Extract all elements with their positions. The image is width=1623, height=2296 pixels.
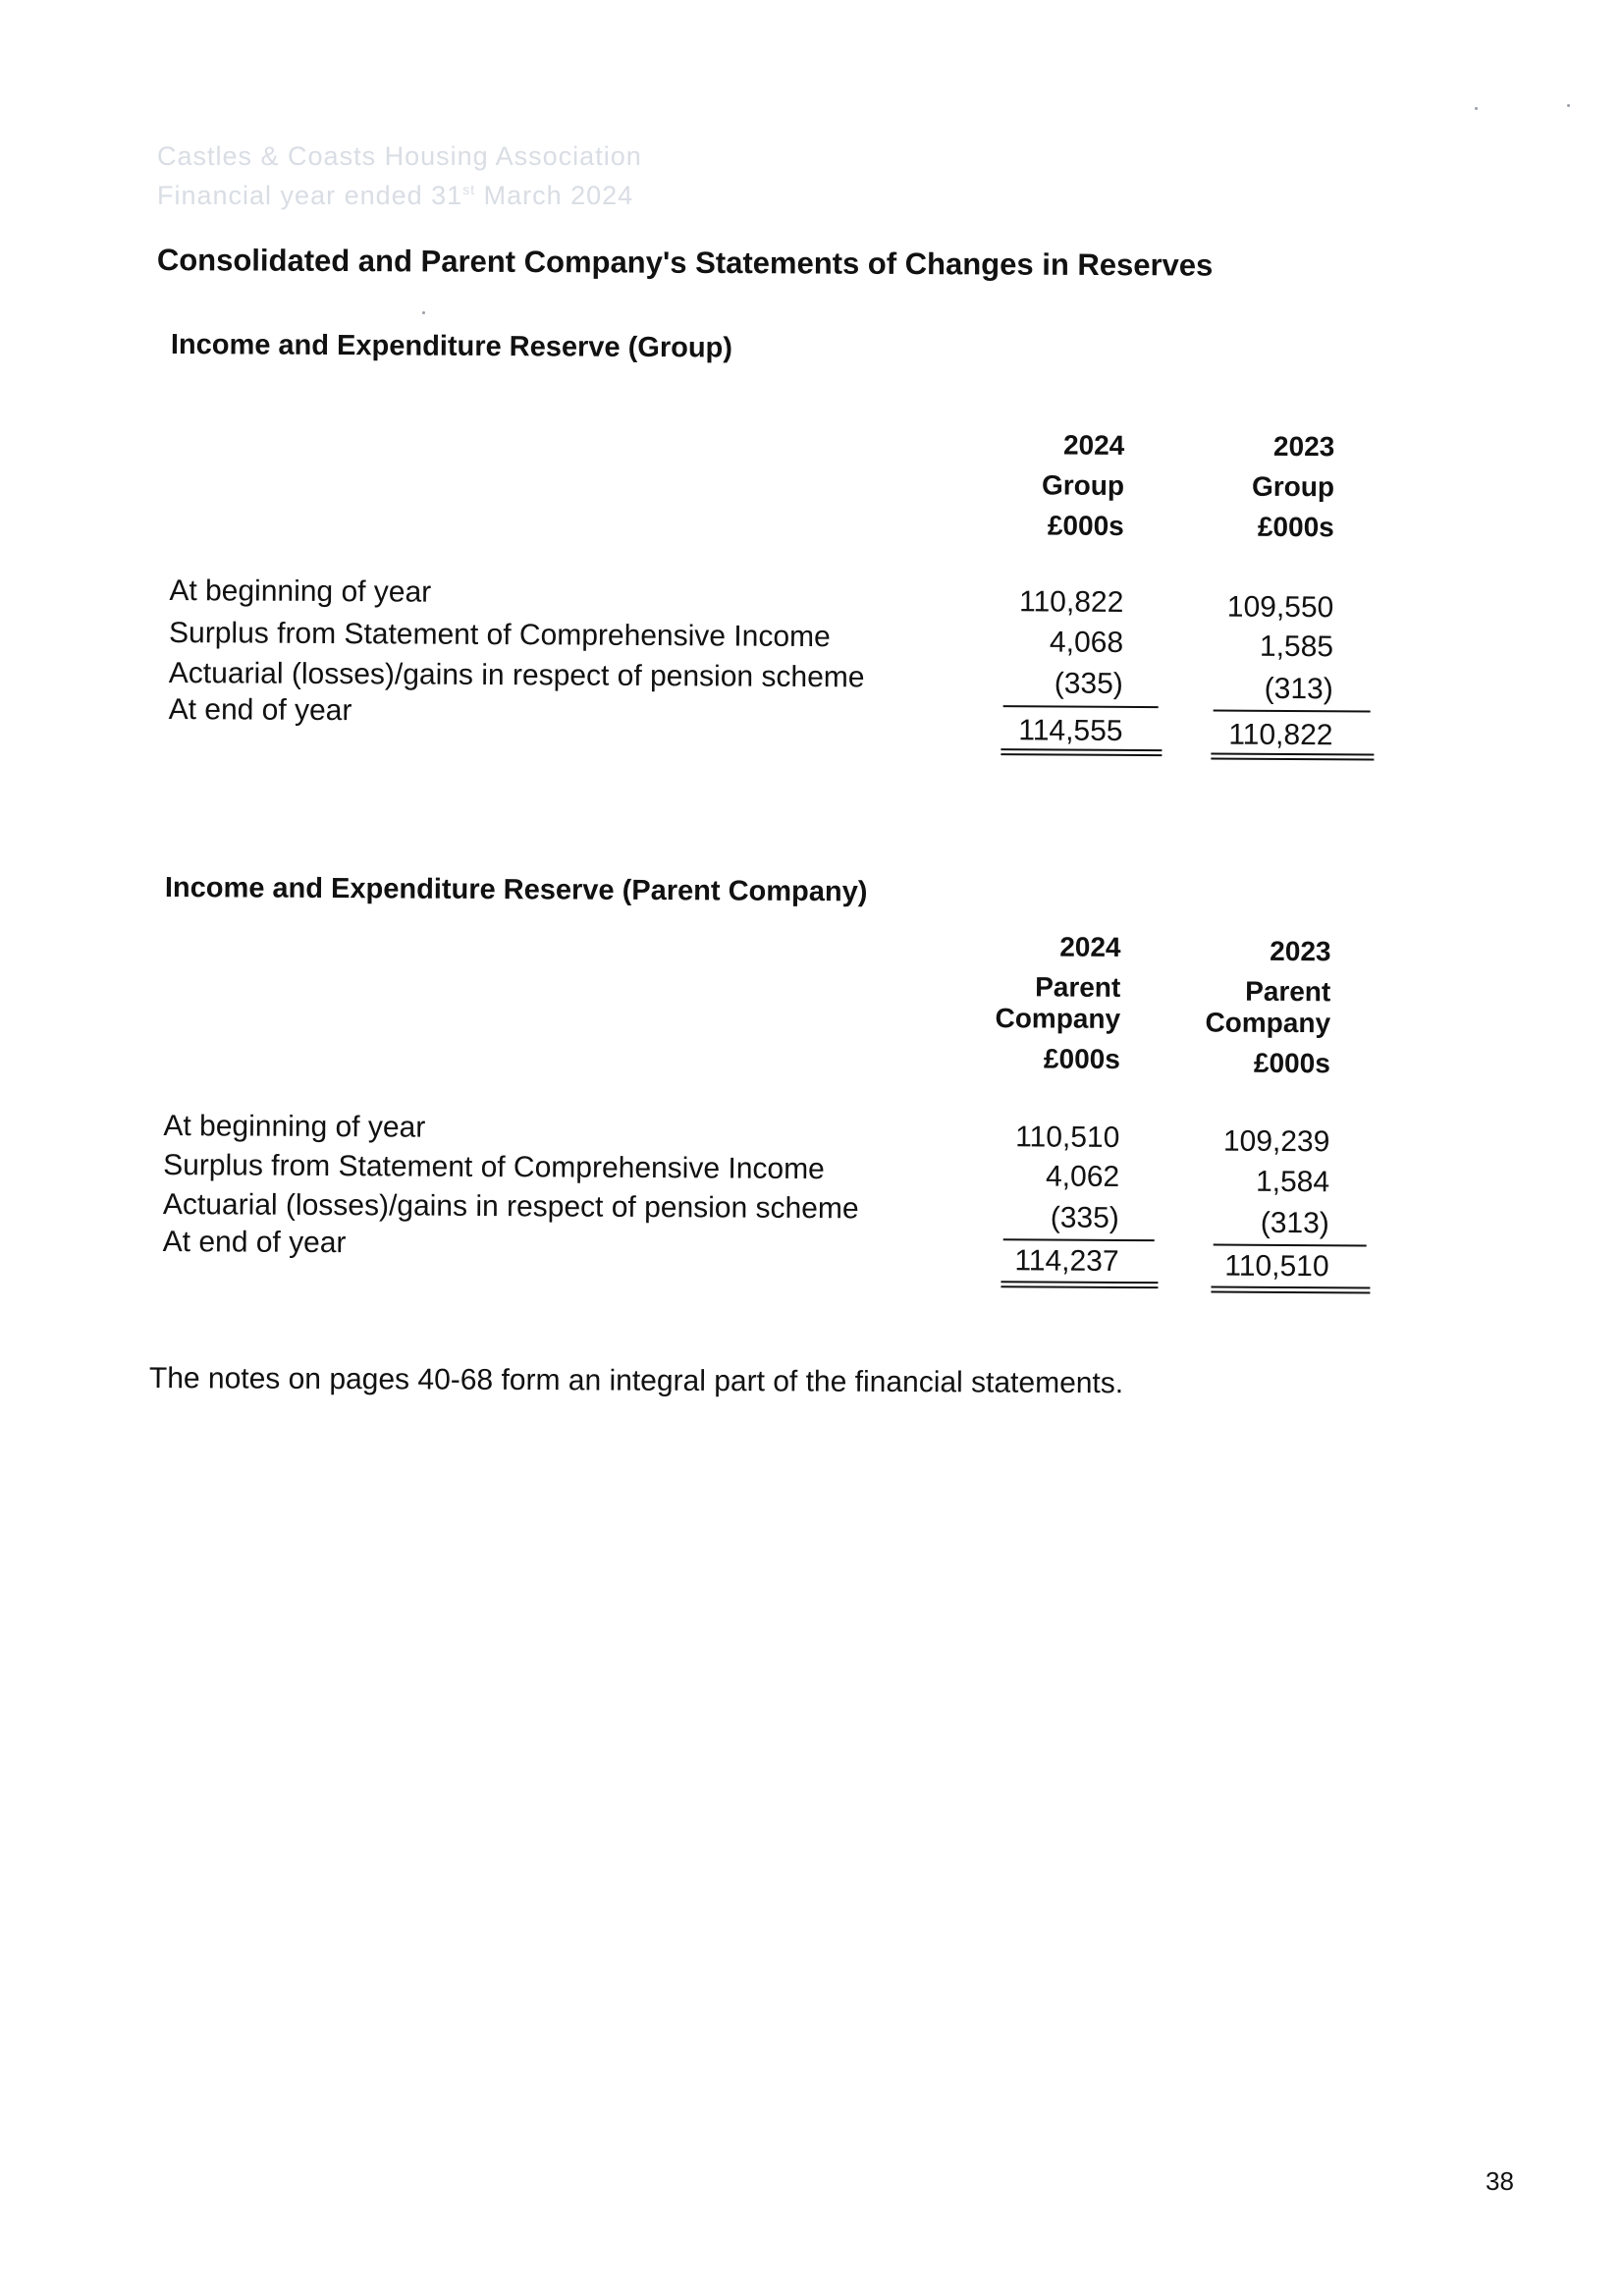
parent-value-2023-beginning: 109,239: [1222, 1124, 1330, 1159]
parent-total-double-rule-2024: [1001, 1281, 1158, 1288]
group-value-2023-actuarial: (313): [1264, 672, 1333, 706]
parent-subtotal-rule-2024: [1003, 1238, 1155, 1241]
parent-column-header-2023: 2023 Parent Company £000s: [1205, 935, 1331, 1079]
parent-column-header-2024: 2024 Parent Company £000s: [995, 931, 1121, 1074]
group-row-label-actuarial: Actuarial (losses)/gains in respect of pension scheme: [168, 656, 865, 694]
parent-row-label-surplus: Surplus from Statement of Comprehensive Income: [163, 1148, 825, 1186]
group-row-label-beginning: At beginning of year: [169, 574, 432, 609]
parent-value-2024-end: 114,237: [1014, 1244, 1119, 1278]
group-section-heading: Income and Expenditure Reserve (Group): [170, 329, 733, 364]
scan-speck: [1475, 107, 1478, 110]
parent-reserve-section: [162, 872, 1392, 1284]
parent-row-label-end: At end of year: [162, 1225, 347, 1260]
organisation-name: Castles & Coasts Housing Association: [157, 141, 642, 171]
group-subtotal-rule-2023: [1214, 709, 1371, 712]
parent-value-2024-surplus: 4,062: [1045, 1160, 1120, 1193]
scan-speck: [1567, 104, 1570, 107]
document-header: [157, 139, 642, 212]
parent-row-label-actuarial: Actuarial (losses)/gains in respect of pension scheme: [162, 1187, 859, 1226]
group-value-2024-end: 114,555: [1018, 714, 1123, 747]
group-value-2023-end: 110,822: [1228, 718, 1333, 752]
parent-section-heading: Income and Expenditure Reserve (Parent Company): [164, 872, 868, 908]
parent-value-2023-actuarial: (313): [1260, 1206, 1329, 1240]
parent-row-label-beginning: At beginning of year: [163, 1109, 426, 1144]
group-total-double-rule-2023: [1211, 752, 1374, 760]
group-row-label-end: At end of year: [168, 692, 352, 728]
parent-total-double-rule-2023: [1211, 1286, 1370, 1294]
group-value-2023-surplus: 1,585: [1259, 629, 1334, 664]
group-subtotal-rule-2024: [1003, 705, 1159, 708]
footnote: The notes on pages 40-68 form an integral part of the financial statements.: [148, 1362, 1124, 1400]
page-title: Consolidated and Parent Company's Statements of Changes in Reserves: [156, 243, 1214, 283]
group-column-header-2024: 2024 Group £000s: [1041, 429, 1125, 541]
parent-value-2024-beginning: 110,510: [1015, 1121, 1120, 1154]
group-value-2024-beginning: 110,822: [1018, 585, 1124, 619]
page-number: 38: [1486, 2166, 1514, 2196]
parent-value-2024-actuarial: (335): [1050, 1201, 1119, 1234]
parent-subtotal-rule-2023: [1214, 1244, 1367, 1247]
group-total-double-rule-2024: [1001, 748, 1162, 756]
group-reserve-section: [168, 329, 1398, 752]
scan-speck: [422, 311, 425, 314]
group-value-2023-beginning: 109,550: [1226, 590, 1334, 625]
financial-year: Financial year ended 31st March 2024: [157, 181, 634, 210]
group-column-header-2023: 2023 Group £000s: [1251, 430, 1335, 543]
group-value-2024-surplus: 4,068: [1049, 626, 1124, 659]
parent-value-2023-end: 110,510: [1224, 1249, 1329, 1284]
group-row-label-surplus: Surplus from Statement of Comprehensive Income: [169, 616, 831, 654]
group-value-2024-actuarial: (335): [1054, 667, 1123, 700]
parent-value-2023-surplus: 1,584: [1255, 1165, 1330, 1199]
